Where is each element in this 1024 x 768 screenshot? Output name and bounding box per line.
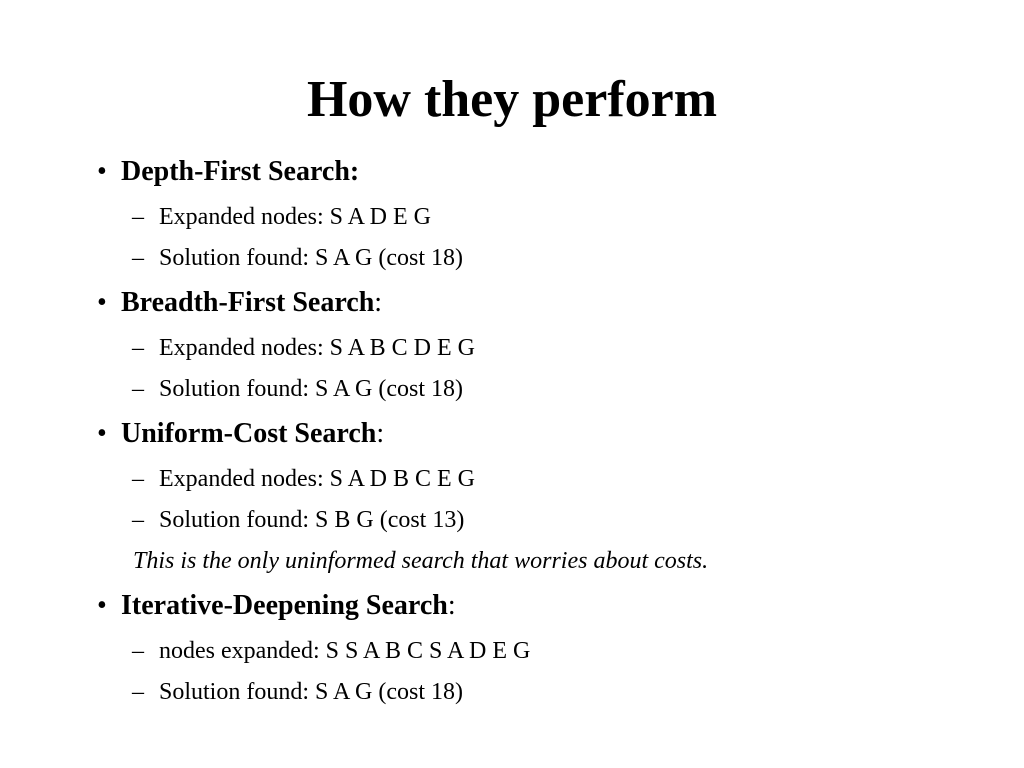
dash-marker: – (132, 376, 144, 402)
sub-item (132, 243, 463, 273)
bullet-depth-first (97, 155, 359, 189)
sub-item-text: Solution found: S A G (cost 18) (159, 245, 464, 271)
bullet-marker: • (97, 590, 107, 621)
bullet-marker: • (97, 418, 107, 449)
dash-marker: – (132, 335, 144, 361)
bullet-heading-suffix: : (447, 590, 456, 621)
bullet-heading: Breadth-First Search (121, 287, 375, 318)
sub-item-text: Expanded nodes: S A D E G (159, 204, 431, 230)
sub-item-text: Expanded nodes: S A B C D E G (159, 335, 475, 361)
sub-item (132, 505, 464, 535)
bullet-marker: • (97, 287, 107, 318)
sub-item-text: Expanded nodes: S A D B C E G (159, 466, 475, 492)
sub-item-text: nodes expanded: S S A B C S A D E G (159, 638, 531, 664)
bullet-heading: Depth-First Search: (121, 156, 360, 187)
sub-item-text: Solution found: S A G (cost 18) (159, 679, 464, 705)
bullet-heading: Uniform-Cost Search (121, 418, 377, 449)
bullet-breadth-first (97, 286, 382, 320)
sub-item-text: Solution found: S B G (cost 13) (159, 507, 465, 533)
sub-item (132, 374, 463, 404)
dash-marker: – (132, 638, 144, 664)
dash-marker: – (132, 507, 144, 533)
sub-item (132, 677, 463, 707)
bullet-heading: Iterative-Deepening Search (121, 590, 448, 621)
dash-marker: – (132, 204, 144, 230)
uniform-cost-note: This is the only uninformed search that worries about costs. (133, 548, 709, 574)
sub-item-text: Solution found: S A G (cost 18) (159, 376, 464, 402)
slide-title: How they perform (306, 71, 718, 128)
dash-marker: – (132, 679, 144, 705)
dash-marker: – (132, 466, 144, 492)
bullet-uniform-cost (97, 417, 384, 451)
sub-item (132, 202, 431, 232)
bullet-heading-suffix: : (374, 287, 383, 318)
bullet-marker: • (97, 156, 107, 187)
bullet-iterative-deepening (97, 589, 456, 623)
dash-marker: – (132, 245, 144, 271)
bullet-heading-suffix: : (376, 418, 385, 449)
sub-item (132, 636, 530, 666)
sub-item (132, 333, 475, 363)
sub-item (132, 464, 475, 494)
